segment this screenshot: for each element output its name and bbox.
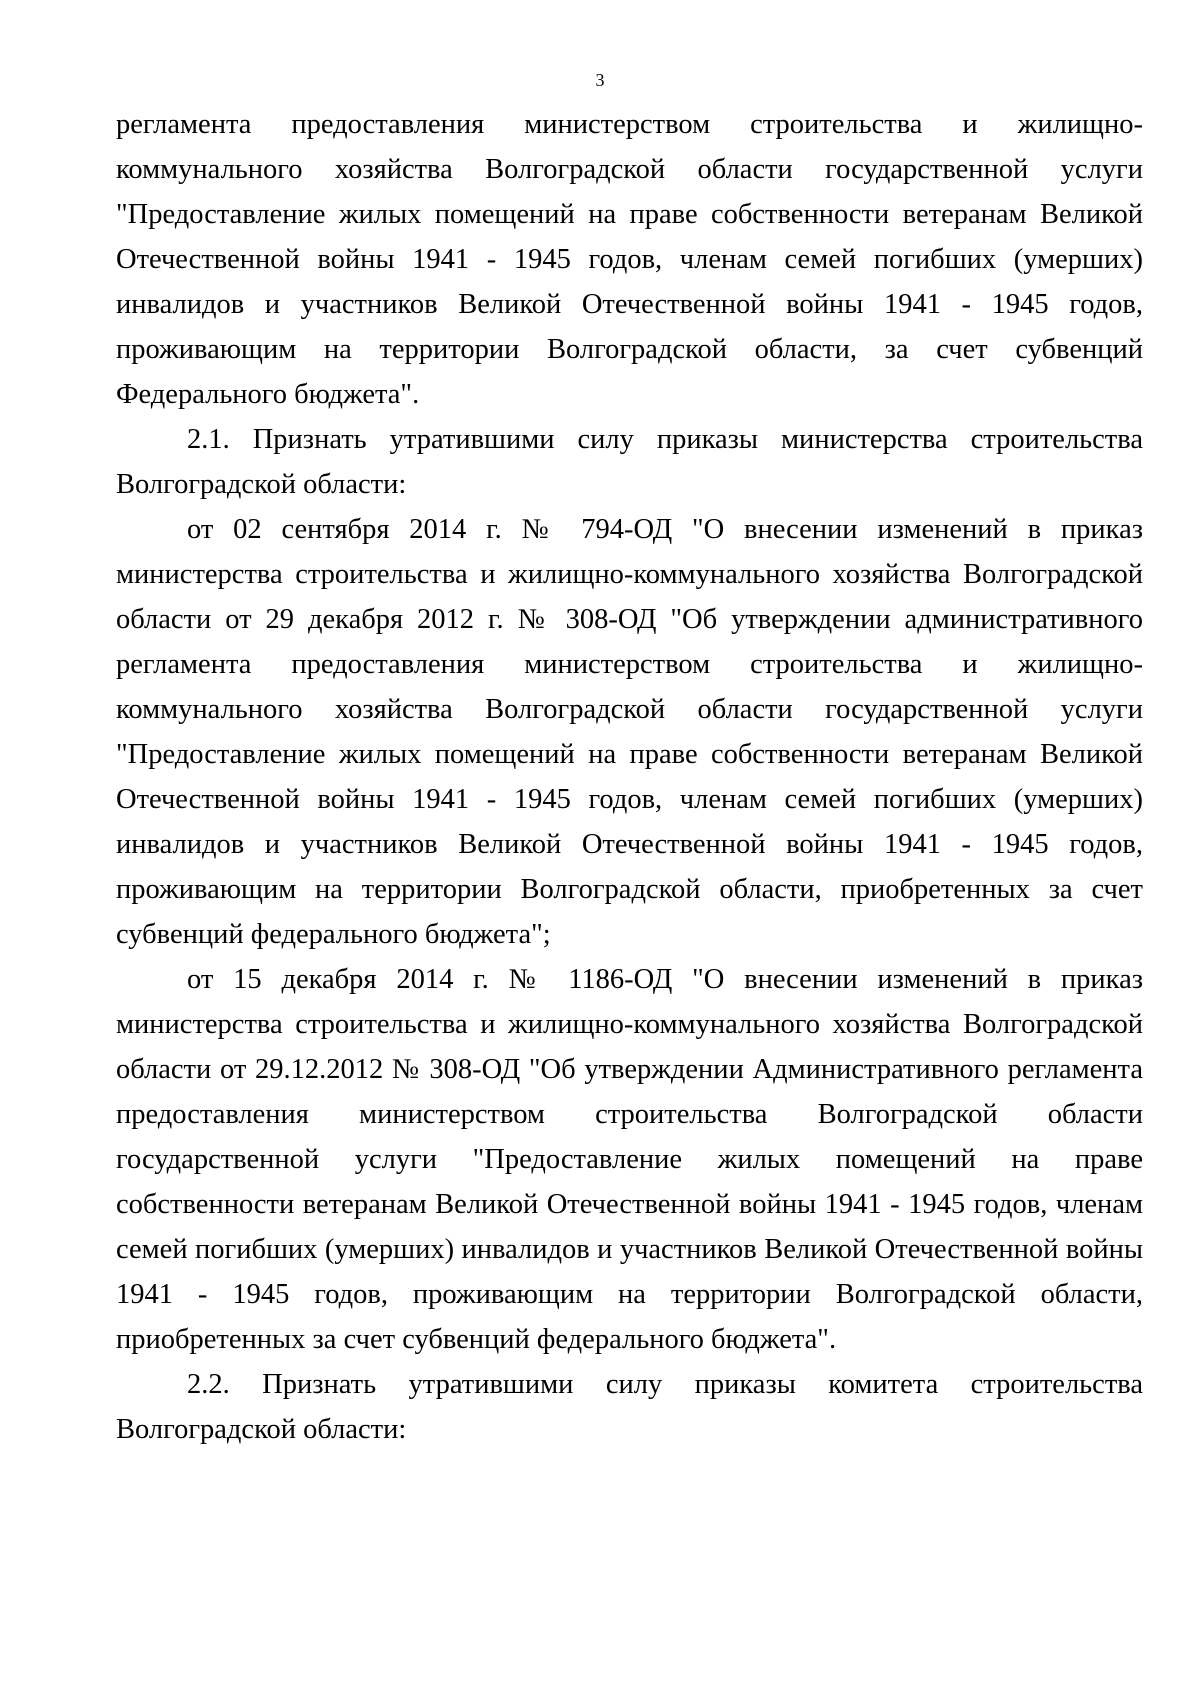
text-line: области от 29 декабря 2012 г. № 308-ОД "Об утверждении административного — [116, 604, 1143, 635]
text-line: от 15 декабря 2014 г. № 1186-ОД "О внесении изменений в приказ — [187, 964, 1143, 995]
text-line: регламента предоставления министерством строительства и жилищно- — [116, 109, 1143, 140]
text-line: 2.1. Признать утратившими силу приказы министерства строительства — [187, 424, 1143, 455]
text-line: коммунального хозяйства Волгоградской области государственной услуги — [116, 694, 1143, 725]
text-line: от 02 сентября 2014 г. № 794-ОД "О внесении изменений в приказ — [187, 514, 1143, 545]
text-line: министерства строительства и жилищно-коммунального хозяйства Волгоградской — [116, 559, 1143, 590]
text-line: Волгоградской области: — [116, 1414, 407, 1445]
text-line: министерства строительства и жилищно-коммунального хозяйства Волгоградской — [116, 1009, 1143, 1040]
text-line: государственной услуги "Предоставление жилых помещений на праве — [116, 1144, 1143, 1175]
text-line: "Предоставление жилых помещений на праве собственности ветеранам Великой — [116, 199, 1143, 230]
text-line: проживающим на территории Волгоградской области, приобретенных за счет — [116, 874, 1143, 905]
text-line: Отечественной войны 1941 - 1945 годов, членам семей погибших (умерших) — [116, 244, 1143, 275]
text-line: приобретенных за счет субвенций федерального бюджета". — [116, 1324, 837, 1355]
text-line: проживающим на территории Волгоградской области, за счет субвенций — [116, 334, 1143, 365]
text-line: "Предоставление жилых помещений на праве собственности ветеранам Великой — [116, 739, 1143, 770]
text-line: инвалидов и участников Великой Отечественной войны 1941 - 1945 годов, — [116, 289, 1143, 320]
text-line: Федерального бюджета". — [116, 379, 420, 410]
text-line: области от 29.12.2012 № 308-ОД "Об утверждении Административного регламента — [116, 1054, 1143, 1085]
text-line: субвенций федерального бюджета"; — [116, 919, 551, 950]
text-line: семей погибших (умерших) инвалидов и участников Великой Отечественной войны — [116, 1234, 1143, 1265]
text-line: Волгоградской области: — [116, 469, 407, 500]
text-line: предоставления министерством строительства Волгоградской области — [116, 1099, 1143, 1130]
text-line: Отечественной войны 1941 - 1945 годов, членам семей погибших (умерших) — [116, 784, 1143, 815]
page-number: 3 — [595, 70, 605, 90]
text-line: коммунального хозяйства Волгоградской области государственной услуги — [116, 154, 1143, 185]
text-line: собственности ветеранам Великой Отечественной войны 1941 - 1945 годов, членам — [116, 1189, 1143, 1220]
text-line: 2.2. Признать утратившими силу приказы комитета строительства — [187, 1369, 1143, 1400]
text-line: 1941 - 1945 годов, проживающим на территории Волгоградской области, — [116, 1279, 1143, 1310]
text-line: инвалидов и участников Великой Отечественной войны 1941 - 1945 годов, — [116, 829, 1143, 860]
text-line: регламента предоставления министерством строительства и жилищно- — [116, 649, 1143, 680]
